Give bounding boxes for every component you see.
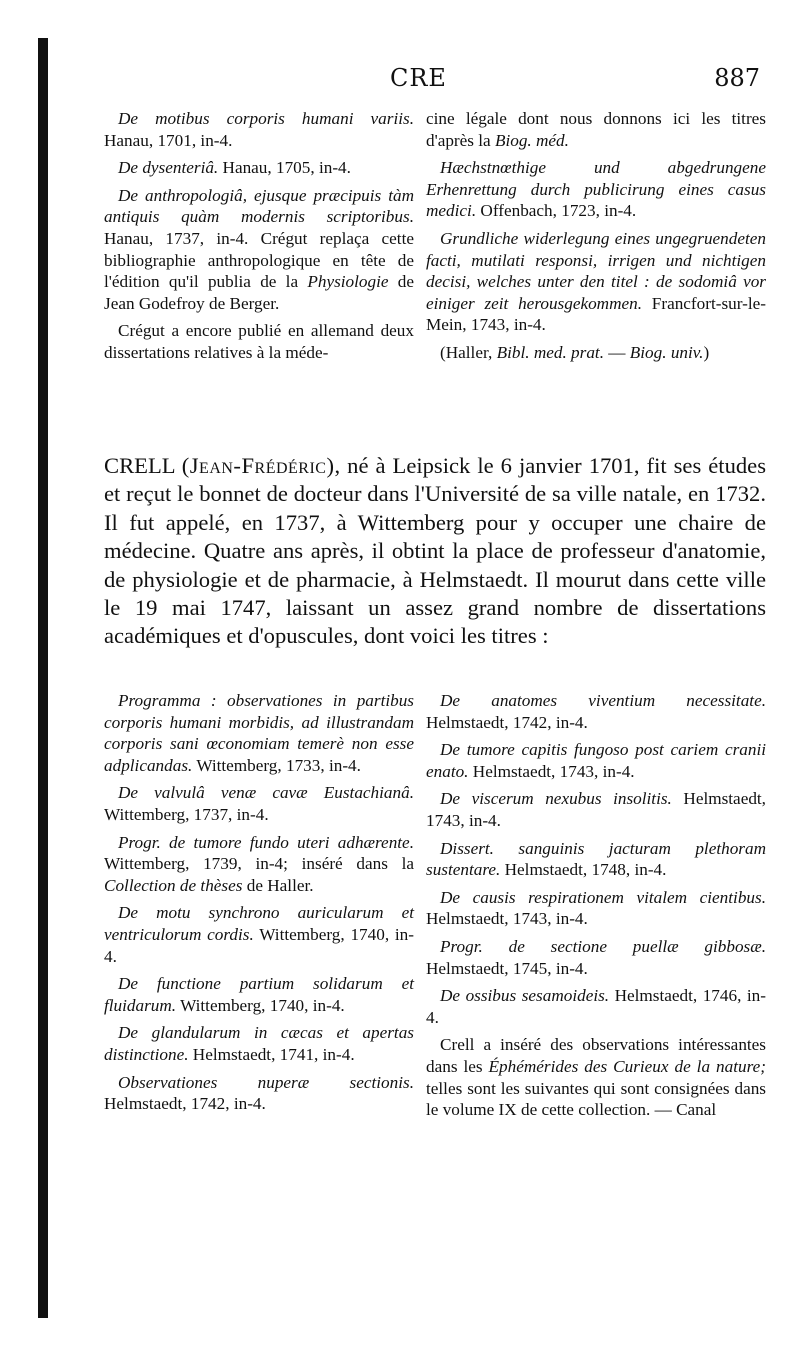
entry: De viscerum nexubus insolitis. Helmstaedt, 1743, in-4. [426, 789, 766, 830]
bottom-left-column [104, 690, 414, 1121]
page-header [390, 64, 760, 100]
entry: Progr. de sectione puellæ gibbosæ. Helmstaedt, 1745, in-4. [426, 936, 766, 978]
entry: De functione partium solidarum et fluidarum. Wittemberg, 1740, in-4. [104, 974, 414, 1015]
entry: De ossibus sesamoideis. Helmstaedt, 1746, in-4. [426, 986, 766, 1027]
entry: cine légale dont nous donnons ici les titres d'après la Biog. méd. [426, 109, 766, 150]
entry: Hæchstnœthige und abgedrungene Erhenrettung durch publicirung eines casus medici. Offenbach, 1723, in-4. [426, 158, 766, 221]
top-right-column [426, 108, 766, 370]
entry: De anthropologiâ, ejusque præcipuis tàm antiquis quàm modernis scriptoribus. Hanau, 1737, in-4. Crégut replaça cette bibliographie anthropologique en tête de l'édition qu'il publia de la Physiologie de Jean Godefroy de Berger. [104, 185, 415, 313]
binding-edge [38, 38, 48, 1318]
entry: De anatomes viventium necessitate. Helmstaedt, 1742, in-4. [426, 691, 766, 732]
entry: De tumore capitis fungoso post cariem cranii enato. Helmstaedt, 1743, in-4. [426, 740, 766, 781]
entry: Observationes nuperæ sectionis. Helmstaedt, 1742, in-4. [104, 1072, 414, 1114]
biography-paragraph [104, 452, 766, 651]
bottom-right-column [426, 690, 766, 1127]
entry: De motu synchrono auricularum et ventriculorum cordis. Wittemberg, 1740, in-4. [104, 903, 414, 966]
entry: Progr. de tumore fundo uteri adhærente. Wittemberg, 1739, in-4; inséré dans la Collection de thèses de Haller. [104, 832, 414, 895]
entry: De glandularum in cæcas et apertas distinctione. Helmstaedt, 1741, in-4. [104, 1023, 414, 1064]
top-left-column [104, 108, 414, 370]
entry: De causis respirationem vitalem cientibus. Helmstaedt, 1743, in-4. [426, 887, 766, 929]
entry: Grundliche widerlegung eines ungegruendeten facti, mutilati responsi, irrigen und nichtigen decisi, welches unter den titel : de sodomiâ vor einiger zeit herousgekommen. Francfort-sur-le-Mein, 1743, in-4. [426, 228, 766, 335]
entry: Programma : observationes in partibus corporis humani morbidis, ad illustrandam corporis sani œconomiam temerè non esse adplicandas. Wittemberg, 1733, in-4. [104, 691, 414, 775]
page-number: 887 [714, 64, 760, 92]
entry: Crell a inséré des observations intéressantes dans les Éphémérides des Curieux de la nature; telles sont les suivantes qui sont consignées dans le volume IX de cette collection. — Canal [426, 1035, 766, 1120]
entry-name: CRELL [104, 453, 175, 478]
biography-text: , né à Leipsick le 6 janvier 1701, fit ses études et reçut le bonnet de docteur dans l'Université de sa ville natale, en 1732. Il fut appelé, en 1737, à Wittemberg pour y occuper une chaire de médecine. Quatre ans après, il obtint la place de professeur d'anatomie, de physiologie et de pharmacie, à Helmstaedt. Il mourut dans cette ville le 19 mai 1747, laissant un assez grand nombre de dissertations académiques et d'opuscules, dont voici les titres : [104, 453, 766, 649]
entry: De valvulâ venæ cavæ Eustachianâ. Wittemberg, 1737, in-4. [104, 783, 414, 824]
running-head: CRE [390, 64, 447, 92]
entry: (Haller, Bibl. med. prat. — Biog. univ.) [440, 342, 710, 362]
entry: De motibus corporis humani variis. Hanau, 1701, in-4. [104, 109, 414, 150]
entry: De dysenteriâ. Hanau, 1705, in-4. [118, 158, 351, 178]
entry: Dissert. sanguinis jacturam plethoram sustentare. Helmstaedt, 1748, in-4. [426, 838, 766, 880]
entry: Crégut a encore publié en allemand deux dissertations relatives à la méde- [104, 321, 414, 362]
entry-forenames: (Jean-Frédéric) [181, 453, 335, 478]
